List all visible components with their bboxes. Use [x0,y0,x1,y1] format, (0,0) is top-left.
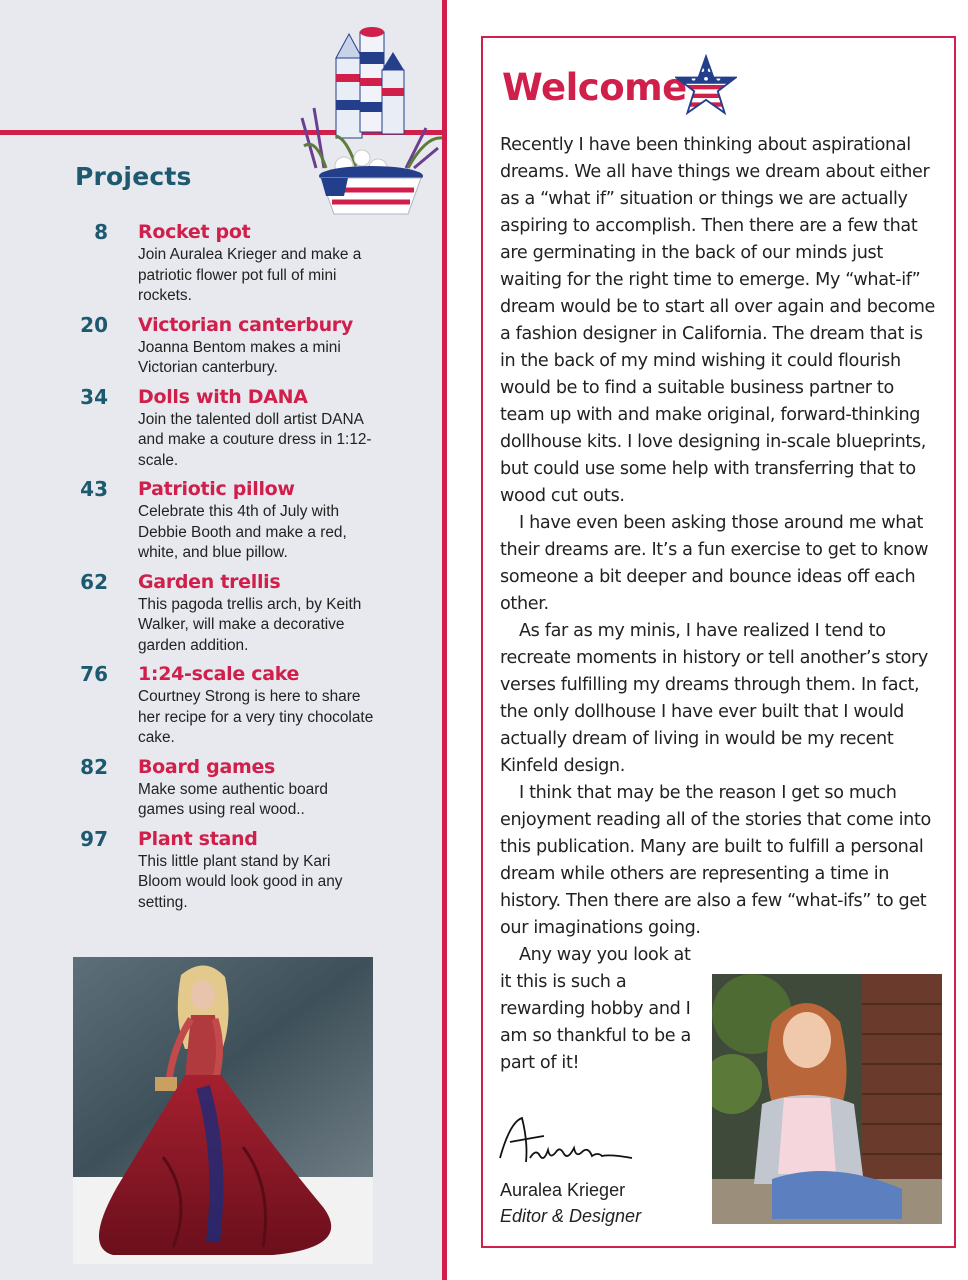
project-item[interactable] [0,477,430,564]
project-item[interactable] [0,570,430,657]
welcome-title: Welcome [502,66,687,109]
project-page-number: 76 [80,662,108,686]
project-item[interactable] [0,827,430,914]
project-item[interactable] [0,755,430,821]
project-page-number: 43 [80,477,108,501]
letter-paragraph: Recently I have been thinking about aspirational dreams. We all have things we dream about either as a “what if” situation or things we are actually aspiring to accomplish. Then there are a few that are germinating in the back of our minds just waiting for the right time to emerge. My “what-if” dream would be to start all over again and become a fashion designer in California. The dream that is in the back of my mind wishing it could flourish would be to find a suitable business partner to team up with and make original, forward-thinking dollhouse kits. I love designing in-scale blueprints, but could use some help with transferring that to wood cut outs. [500,135,935,506]
project-title: Dolls with DANA [138,385,308,408]
rocket-left [336,34,362,138]
rocket-center [360,27,384,132]
project-title: Victorian canterbury [138,313,353,336]
project-title: Board games [138,755,276,778]
project-item[interactable] [0,662,430,749]
star-flag-icon [675,54,737,116]
projects-heading: Projects [75,162,192,191]
project-description: Join the talented doll artist DANA and make a couture dress in 1:12-scale. [138,410,372,469]
flower-pot [319,166,423,214]
project-page-number: 8 [94,220,108,244]
letter-paragraph: As far as my minis, I have realized I tend to recreate moments in history or tell another’s story verses fulfilling my dreams through them. In fact, the only dollhouse I have ever built that I would actually dream of living in would be my recent Kinfeld design. [500,621,928,776]
project-title: Plant stand [138,827,258,850]
project-page-number: 20 [80,312,108,337]
project-title: 1:24-scale cake [138,663,300,685]
editor-name: Auralea Krieger [500,1180,626,1200]
letter-paragraph: Any way you look at it this is such a rewarding hobby and I am so thankful to be a part of it! [500,945,691,1073]
project-description: Make some authentic board games using real wood.. [138,780,328,818]
project-page-number: 82 [80,754,108,779]
rocket-pot-photo [296,18,446,218]
project-title: Rocket pot [138,221,251,243]
editor-role: Editor & Designer [500,1206,642,1226]
project-description: Celebrate this 4th of July with Debbie Booth and make a red, white, and blue pillow. [138,503,347,561]
project-list [0,220,430,919]
welcome-letter [500,132,940,1077]
rocket-right [382,52,404,134]
project-item[interactable] [0,385,430,472]
project-title: Garden trellis [138,570,281,593]
letter-paragraph: I think that may be the reason I get so much enjoyment reading all of the stories that come into this publication. Many are built to fulfill a personal dream while others are representing a time in history. Then there are also a few “what-ifs” to get our imaginations going. [500,783,931,938]
editor-portrait-photo [712,974,942,1224]
project-description: This little plant stand by Kari Bloom would look good in any setting. [138,852,343,911]
project-title: Patriotic pillow [138,478,295,500]
project-page-number: 34 [80,384,108,409]
project-description: Courtney Strong is here to share her recipe for a very tiny chocolate cake. [138,688,374,746]
project-page-number: 97 [80,826,108,851]
project-item[interactable] [0,313,430,379]
doll-gown-photo [73,957,373,1264]
project-description: Join Auralea Krieger and make a patriotic flower pot full of mini rockets. [138,246,362,304]
project-description: Joanna Bentom makes a mini Victorian canterbury. [138,338,341,376]
project-page-number: 62 [80,569,108,594]
letter-paragraph: I have even been asking those around me what their dreams are. It’s a fun exercise to get to know someone a bit deeper and bounce ideas off each other. [500,513,929,614]
editor-signature [492,1112,642,1172]
project-description: This pagoda trellis arch, by Keith Walker, will make a decorative garden addition. [138,595,362,654]
project-item[interactable] [0,220,430,307]
